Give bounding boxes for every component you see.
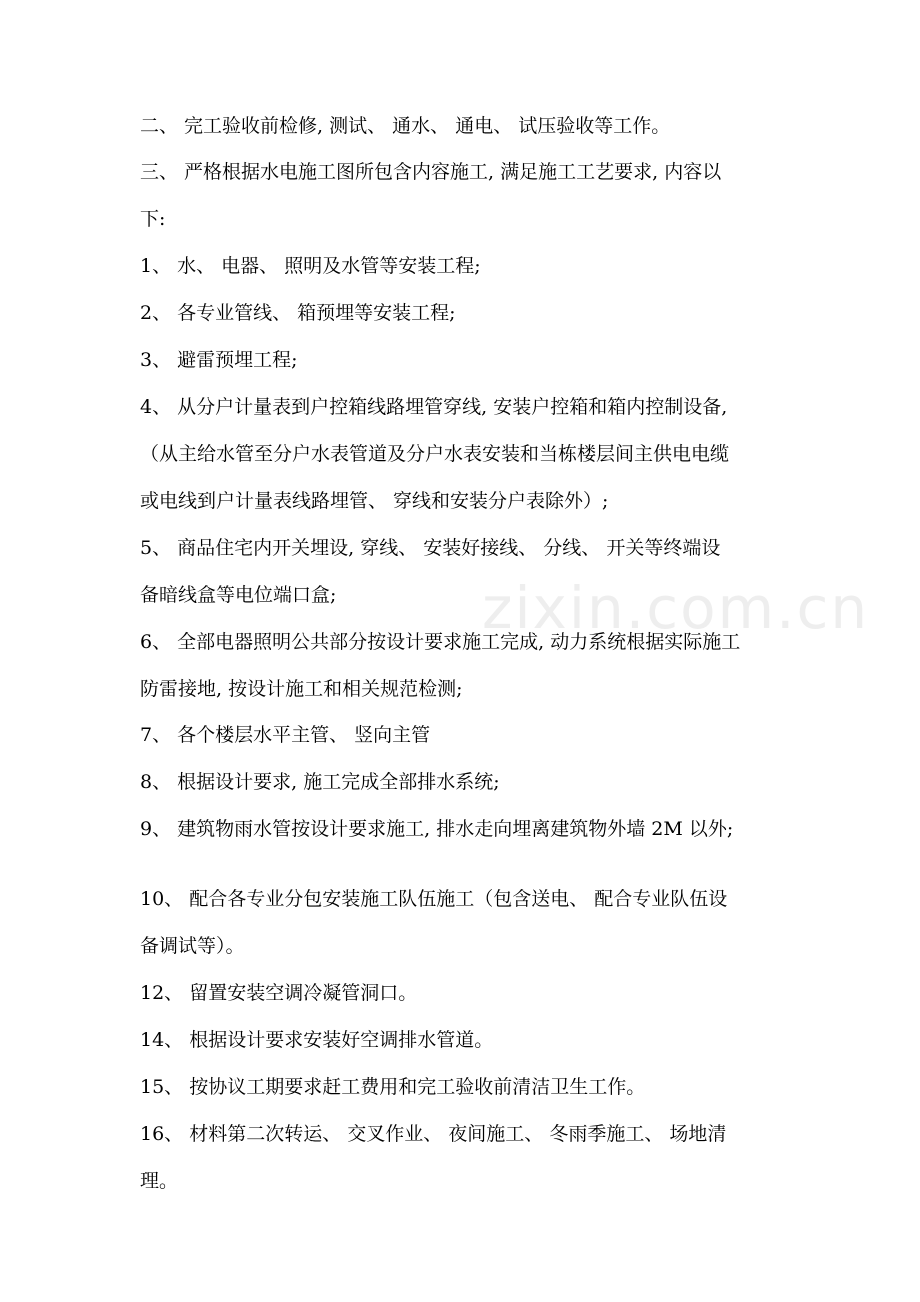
text-line-10: 5、 商品住宅内开关埋设, 穿线、 安装好接线、 分线、 开关等终端设 [140, 537, 721, 559]
watermark: zixin.com.cn [482, 574, 870, 642]
text-line-3: 下: [140, 208, 166, 230]
text-line-23: 理。 [140, 1170, 179, 1192]
text-line-5: 2、 各专业管线、 箱预埋等安装工程; [140, 302, 456, 324]
text-line-20: 14、 根据设计要求安装好空调排水管道。 [140, 1029, 494, 1051]
text-line-17: 10、 配合各专业分包安装施工队伍施工（包含送电、 配合专业队伍设 [140, 888, 728, 910]
text-line-6: 3、 避雷预埋工程; [140, 349, 298, 371]
text-line-2: 三、 严格根据水电施工图所包含内容施工, 满足施工工艺要求, 内容以 [140, 161, 722, 183]
text-line-22: 16、 材料第二次转运、 交叉作业、 夜间施工、 冬雨季施工、 场地清 [140, 1123, 727, 1145]
text-line-7: 4、 从分户计量表到户控箱线路埋管穿线, 安装户控箱和箱内控制设备, [140, 396, 728, 418]
text-line-14: 7、 各个楼层水平主管、 竖向主管 [140, 724, 431, 746]
text-line-19: 12、 留置安装空调冷凝管洞口。 [140, 982, 418, 1004]
text-line-13: 防雷接地, 按设计施工和相关规范检测; [140, 678, 463, 700]
text-line-1: 二、 完工验收前检修, 测试、 通水、 通电、 试压验收等工作。 [140, 115, 671, 137]
text-line-4: 1、 水、 电器、 照明及水管等安装工程; [140, 255, 481, 277]
text-line-11: 备暗线盒等电位端口盒; [140, 584, 337, 606]
text-line-18: 备调试等）。 [140, 935, 245, 957]
text-line-12: 6、 全部电器照明公共部分按设计要求施工完成, 动力系统根据实际施工 [140, 631, 741, 653]
text-line-8: （从主给水管至分户水表管道及分户水表安装和当栋楼层间主供电电缆 [140, 443, 730, 465]
text-line-21: 15、 按协议工期要求赶工费用和完工验收前清洁卫生工作。 [140, 1076, 646, 1098]
text-line-15: 8、 根据设计要求, 施工完成全部排水系统; [140, 771, 500, 793]
text-line-16: 9、 建筑物雨水管按设计要求施工, 排水走向埋离建筑物外墙 2M 以外; [140, 818, 734, 840]
text-line-9: 或电线到户计量表线路埋管、 穿线和安装分户表除外）; [140, 490, 609, 512]
